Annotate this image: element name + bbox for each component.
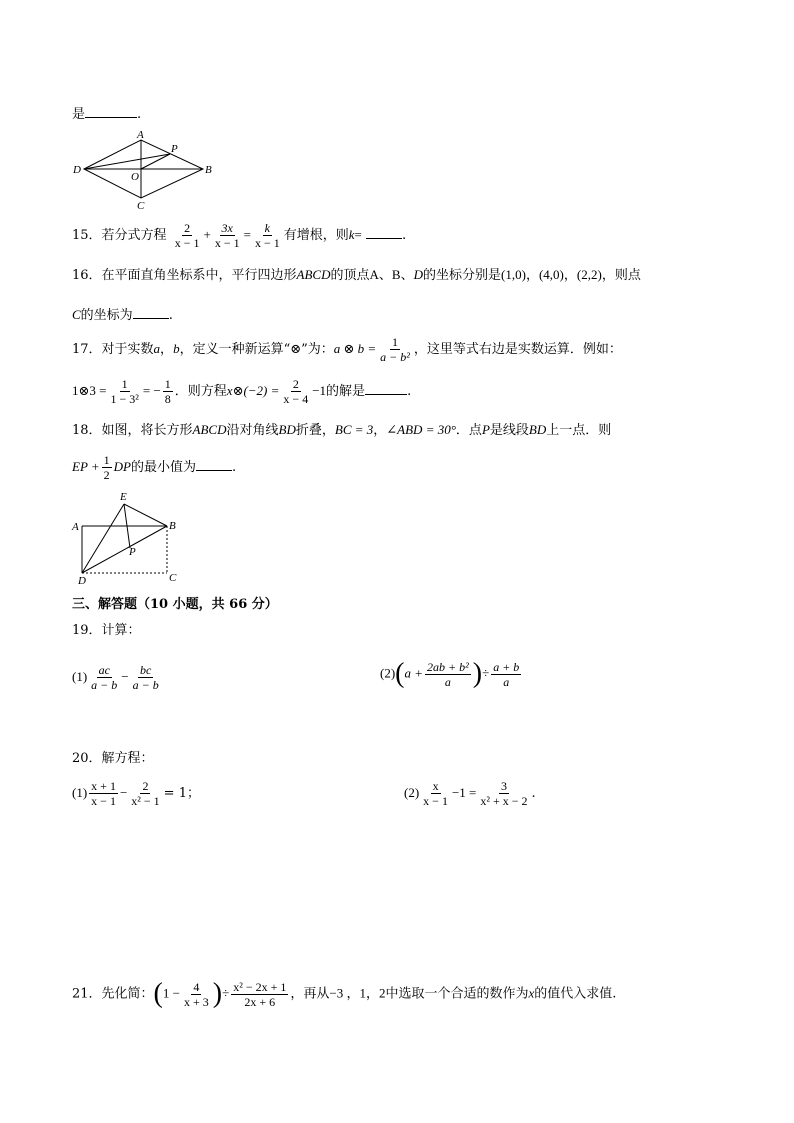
q14-tail: 是 . — [72, 107, 142, 122]
question-16-line1: 16．在平面直角坐标系中，平行四边形ABCD的顶点A、B、D的坐标分别是(1,0)，(4,0)，(2,2)，则点 — [72, 267, 641, 283]
fraction: $\frac{3x}{x - 1}$ — [214, 221, 240, 250]
fraction: $\frac{1}{8}$ — [164, 377, 171, 406]
section-heading: 三、解答题（10 小题，共 66 分） — [72, 597, 278, 612]
fraction: $\frac{k}{x - 1}$ — [254, 221, 280, 250]
fraction: $\frac{\text{2ab + b²}}{a}$ — [427, 659, 469, 689]
label-B: B — [169, 520, 176, 532]
question-21: 21．先化简：(1 − $\frac{4}{x + 3}$ )÷ $\frac{\text{x² − 2x + 1}}{2x + 6}$ ，再从−3 ，1，2中选取一个合适的数作为x的值代入求值. — [72, 978, 617, 1009]
answer-blank[interactable] — [85, 105, 137, 118]
label-C: C — [137, 200, 145, 210]
label-P: P — [129, 546, 136, 558]
fraction: $\frac{a + b}{a}$ — [493, 659, 520, 689]
label-C: C — [169, 572, 177, 584]
question-19-title: 19．计算： — [72, 623, 141, 638]
question-15: 15．若分式方程 $\frac{2}{x - 1}$ + $\frac{3x}{x - 1}$ = $\frac{k}{x - 1}$ 有增根，则k= . — [72, 221, 407, 250]
fraction: $\frac{bc}{a - b}$ — [132, 663, 159, 692]
answer-blank[interactable] — [365, 382, 407, 395]
fraction: $\frac{\text{x² − 2x + 1}}{2x + 6}$ — [233, 979, 287, 1009]
question-19-part1: (1) $\frac{ac}{a - b}$ − $\frac{bc}{a - b}$ — [72, 663, 159, 692]
folded-rectangle-figure — [68, 488, 188, 588]
label-B: B — [205, 164, 212, 176]
label-A: A — [72, 521, 79, 533]
answer-blank[interactable] — [133, 306, 169, 319]
label-A: A — [137, 130, 144, 141]
question-17-line1: 17．对于实数a，b，定义一种新运算“⊗”为：a ⊗ b = $\frac{1}{\text{a − b²}}$ ，这里等式右边是实数运算．例如： — [72, 335, 622, 364]
fraction: $\frac{2}{x - 4}$ — [283, 377, 309, 406]
answer-blank[interactable] — [196, 458, 232, 471]
fraction: $\frac{1}{\text{1 − 3²}}$ — [110, 377, 139, 406]
question-20-part1: (1) $\frac{x + 1}{x - 1}$ − $\frac{2}{\text{x² − 1}}$ = 1； — [72, 779, 200, 808]
question-16-line2: C的坐标为 . — [72, 307, 173, 323]
label-O: O — [131, 171, 139, 183]
fraction: $\frac{3}{\text{x² + x − 2}}$ — [480, 779, 528, 808]
answer-blank[interactable] — [366, 226, 402, 239]
fraction: $\frac{x}{x - 1}$ — [423, 779, 448, 808]
fraction: $\frac{4}{x + 3}$ — [183, 979, 209, 1009]
question-18-line2: EP + $\frac{1}{2}$ DP的最小值为 . — [72, 453, 237, 482]
question-20-title: 20．解方程： — [72, 751, 154, 766]
fraction: $\frac{2}{x - 1}$ — [174, 221, 200, 250]
fraction: $\frac{ac}{a - b}$ — [91, 663, 118, 692]
question-20-part2: (2) $\frac{x}{x - 1}$ −1 = $\frac{3}{\text{x² + x − 2}}$ . — [404, 779, 536, 808]
label-P: P — [171, 143, 178, 155]
fraction: $\frac{2}{\text{x² − 1}}$ — [131, 779, 160, 808]
fraction: $\frac{1}{2}$ — [103, 453, 110, 482]
label-E: E — [120, 491, 127, 503]
label-D: D — [78, 575, 86, 587]
question-18-line1: 18．如图，将长方形ABCD沿对角线BD折叠，BC = 3，∠ABD = 30°．点P是线段BD上一点．则 — [72, 422, 612, 438]
question-17-line2: 1⊗3 = $\frac{1}{\text{1 − 3²}}$ = − $\frac{1}{8}$ ．则方程x⊗(−2) = $\frac{2}{x - 4}$ −1的解是 . — [72, 377, 412, 406]
question-19-part2: (2)(a + $\frac{\text{2ab + b²}}{a}$ )÷ $\frac{a + b}{a}$ — [380, 658, 520, 689]
label-D: D — [73, 164, 81, 176]
fraction: $\frac{x + 1}{x - 1}$ — [91, 779, 116, 808]
rhombus-figure — [70, 130, 220, 210]
fraction: $\frac{1}{\text{a − b²}}$ — [380, 335, 410, 364]
